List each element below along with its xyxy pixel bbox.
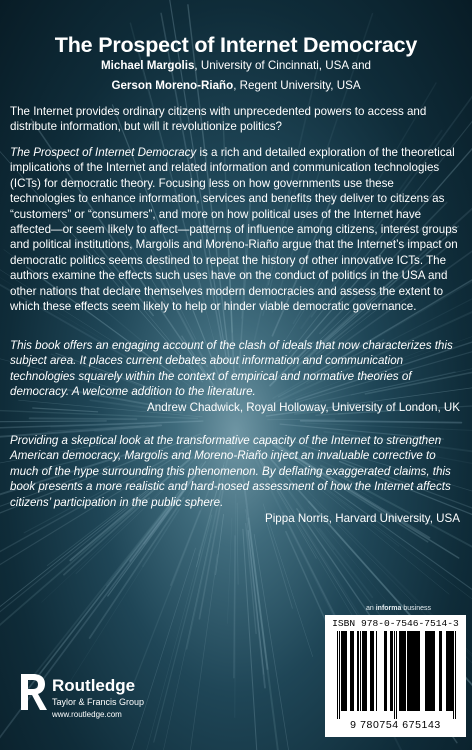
barcode: [325, 615, 466, 737]
barcode-bar: [425, 631, 428, 711]
barcode-digits: 9 780754 675143: [350, 719, 441, 731]
light-ray: [122, 550, 201, 750]
barcode-guard-bar: [396, 631, 397, 719]
light-ray: [237, 503, 238, 584]
description-book-title: The Prospect of Internet Democracy: [10, 146, 197, 159]
routledge-logo-icon: [18, 672, 48, 712]
light-ray: [227, 518, 232, 624]
review-attribution-2: Pippa Norris, Harvard University, USA: [265, 512, 460, 525]
review-attribution-1: Andrew Chadwick, Royal Holloway, University of London, UK: [147, 401, 460, 414]
barcode-bar: [414, 631, 416, 711]
barcode-guard-bar: [455, 631, 456, 719]
barcode-bars: [335, 631, 459, 719]
barcode-bar: [362, 631, 365, 711]
barcode-bar: [446, 631, 448, 711]
book-title: The Prospect of Internet Democracy: [54, 33, 418, 57]
isbn-label: ISBN 978-0-7546-7514-3: [332, 618, 459, 629]
author-name-2: Gerson Moreno-Riaño: [111, 79, 234, 92]
barcode-bar: [341, 631, 343, 711]
barcode-guard-bar: [394, 631, 395, 719]
barcode-bar: [448, 631, 450, 711]
author-line-1: [0, 59, 472, 72]
light-ray: [120, 548, 196, 750]
light-ray: [264, 514, 292, 608]
barcode-bar: [357, 631, 359, 711]
barcode-bar: [439, 631, 442, 711]
barcode-bar: [408, 631, 411, 711]
light-ray: [248, 531, 265, 688]
barcode-bar: [434, 631, 435, 711]
barcode-bar: [390, 631, 392, 711]
light-ray: [33, 408, 98, 412]
barcode-guard-bar: [453, 631, 454, 719]
barcode-bar: [419, 631, 420, 711]
barcode-bar: [343, 631, 346, 711]
barcode-bar: [392, 631, 393, 711]
review-quote-2: Providing a skeptical look at the transformative capacity of the Internet to strengthen American democracy, Margolis and Moreno-Riaño inject an invaluable corrective to much of the hype surrounding this phenomenon. By deflating exaggerated claims, this book presents a more realistic and hard-nosed assessment of how the Internet affects citizens’ participation in the public sphere.: [10, 434, 451, 509]
intro-paragraph: The Internet provides ordinary citizens with unprecedented powers to access and distribute information, but will it revolutionize politics?: [10, 105, 427, 134]
description-paragraph: [10, 145, 462, 314]
barcode-bar: [370, 631, 372, 711]
barcode-bar: [433, 631, 434, 711]
barcode-bar: [450, 631, 453, 711]
barcode-bar: [411, 631, 414, 711]
author-line-2: [0, 79, 472, 92]
informa-brand: informa: [375, 605, 402, 612]
author-name-1: Michael Margolis: [101, 59, 195, 72]
barcode-guard-bar: [337, 631, 338, 719]
review-quote-1: This book offers an engaging account of the clash of ideals that now characterizes this subject area. It places current debates about information and communication technologies squarely within the context of empirical and normative theories of democracy. A welcome addition to the literature.: [10, 339, 453, 399]
barcode-bar: [404, 631, 406, 711]
barcode-bar: [353, 631, 354, 711]
light-ray: [153, 533, 211, 750]
publisher-url: www.routledge.com: [52, 710, 122, 719]
light-ray: [154, 515, 212, 742]
light-ray: [30, 418, 137, 419]
author-affiliation-1: , University of Cincinnati, USA and: [194, 59, 371, 72]
barcode-bar: [384, 631, 387, 711]
barcode-bar: [350, 631, 353, 711]
barcode-bar: [428, 631, 430, 711]
barcode-bar: [430, 631, 433, 711]
barcode-bar: [416, 631, 417, 711]
light-ray: [0, 421, 106, 423]
barcode-bar: [346, 631, 347, 711]
publisher-group: Taylor & Francis Group: [52, 697, 145, 707]
light-ray: [263, 504, 313, 657]
barcode-guard-bar: [339, 631, 340, 719]
light-ray: [301, 421, 462, 423]
barcode-bar: [372, 631, 374, 711]
informa-tagline: an informa business: [366, 605, 431, 612]
barcode-bar: [365, 631, 367, 711]
barcode-bar: [376, 631, 377, 711]
light-ray: [90, 498, 184, 638]
publisher-name: Routledge: [52, 676, 136, 695]
light-ray: [268, 419, 335, 420]
barcode-bar: [402, 631, 404, 711]
barcode-bar: [407, 631, 408, 711]
description-text: is a rich and detailed exploration of the theoretical implications of the Internet and related information and communication technologies (ICTs) for democratic theory. Focusing less on how governments use these technologies to enhance information, services and benefits they deliver to citizens as “customers” or “consumers”, and more on how political uses of the Internet have affected—or seem likely to affect—patterns of influence among citizens, interest groups and political institutions, Margolis and Moreno-Riaño argue that the Internet’s impact on democratic politics seems destined to repeat the history of other innovative ICTs. The authors examine the effects such uses have on the conduct of politics in the USA and other nations that declare themselves modern democracies and assess the extent to which these effects seem likely to help or hinder viable democratic governance.: [10, 146, 458, 314]
barcode-bar: [399, 631, 402, 711]
author-affiliation-2: , Regent University, USA: [233, 79, 361, 92]
barcode-bar: [417, 631, 419, 711]
barcode-bar: [360, 631, 361, 711]
